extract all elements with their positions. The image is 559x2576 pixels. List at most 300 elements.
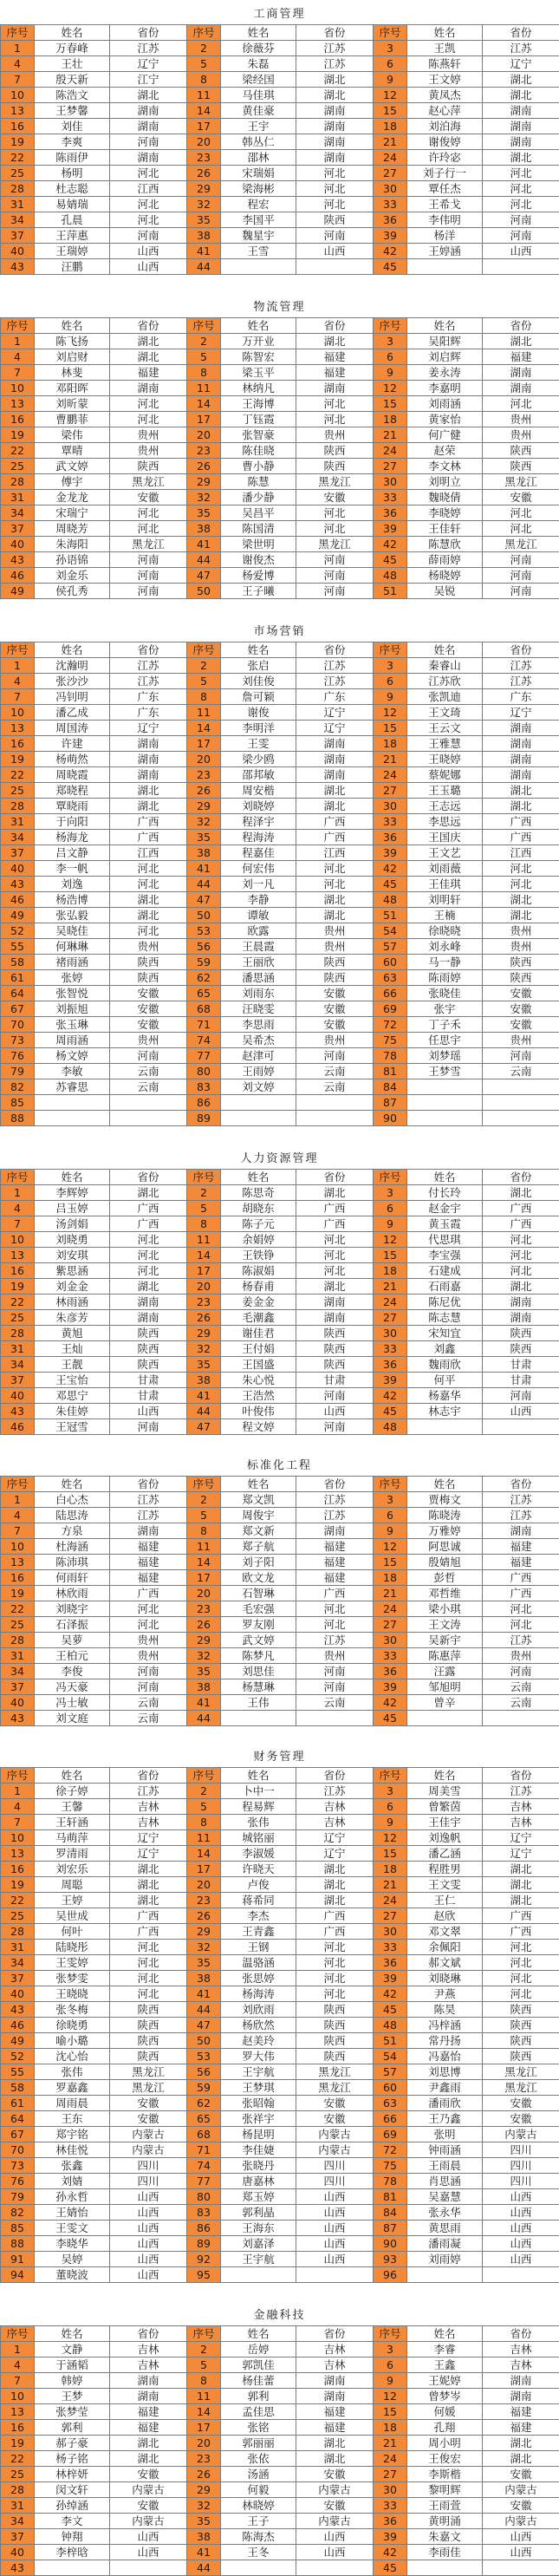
province-cell[interactable]: 陕西 xyxy=(296,443,374,459)
name-cell[interactable]: 秦睿山 xyxy=(407,658,483,674)
seq-cell[interactable]: 41 xyxy=(187,861,221,877)
province-cell[interactable]: 河北 xyxy=(296,1940,374,1955)
name-cell[interactable]: 张宇 xyxy=(407,1001,483,1017)
seq-cell[interactable]: 56 xyxy=(187,939,221,955)
province-cell[interactable]: 福建 xyxy=(110,1555,187,1570)
name-cell[interactable]: 王海东 xyxy=(221,2221,296,2236)
name-cell[interactable] xyxy=(407,1111,483,1126)
seq-cell[interactable]: 79 xyxy=(1,2189,35,2205)
seq-cell[interactable]: 32 xyxy=(187,1940,221,1955)
name-cell[interactable]: 程文婷 xyxy=(221,1419,296,1435)
name-cell[interactable]: 李晓华 xyxy=(35,2236,110,2252)
name-cell[interactable]: 魏雨欣 xyxy=(407,1357,483,1373)
province-cell[interactable]: 江苏 xyxy=(483,674,559,689)
seq-cell[interactable]: 24 xyxy=(374,1601,407,1617)
province-cell[interactable]: 贵州 xyxy=(110,939,187,955)
province-cell[interactable]: 广西 xyxy=(296,1908,374,1924)
province-cell[interactable]: 江苏 xyxy=(296,1784,374,1799)
seq-cell[interactable]: 35 xyxy=(187,1955,221,1971)
seq-cell[interactable]: 23 xyxy=(187,443,221,459)
seq-cell[interactable]: 66 xyxy=(374,986,407,1001)
name-cell[interactable]: 郭利晶 xyxy=(221,2205,296,2221)
province-cell[interactable]: 黑龙江 xyxy=(296,2064,374,2080)
name-cell[interactable] xyxy=(407,1095,483,1111)
name-cell[interactable]: 王文琦 xyxy=(407,705,483,721)
seq-cell[interactable]: 14 xyxy=(187,2404,221,2420)
name-cell[interactable]: 黄思雨 xyxy=(407,2221,483,2236)
seq-cell[interactable]: 8 xyxy=(187,689,221,705)
seq-cell[interactable]: 82 xyxy=(1,2205,35,2221)
province-cell[interactable]: 陕西 xyxy=(296,459,374,474)
seq-cell[interactable]: 52 xyxy=(1,2049,35,2064)
seq-cell[interactable]: 10 xyxy=(1,2389,35,2404)
seq-cell[interactable]: 28 xyxy=(1,799,35,814)
name-cell[interactable]: 王灿 xyxy=(35,1341,110,1357)
province-cell[interactable]: 云南 xyxy=(483,1064,559,1079)
name-cell[interactable]: 罗友刚 xyxy=(221,1617,296,1633)
province-cell[interactable]: 贵州 xyxy=(110,443,187,459)
name-cell[interactable]: 石智琳 xyxy=(221,1586,296,1601)
name-cell[interactable]: 刘文婷 xyxy=(221,1079,296,1095)
seq-cell[interactable]: 31 xyxy=(1,1940,35,1955)
name-cell[interactable]: 李明洋 xyxy=(221,721,296,736)
name-cell[interactable]: 陈昊 xyxy=(407,2002,483,2018)
seq-cell[interactable]: 8 xyxy=(187,1815,221,1830)
province-cell[interactable]: 内蒙古 xyxy=(110,2142,187,2158)
name-cell[interactable] xyxy=(35,1095,110,1111)
name-cell[interactable]: 卜中一 xyxy=(221,1784,296,1799)
name-cell[interactable]: 刘佳 xyxy=(35,119,110,134)
name-cell[interactable]: 王梦馨 xyxy=(35,103,110,119)
seq-cell[interactable]: 38 xyxy=(187,1971,221,1986)
name-cell[interactable]: 孔翔 xyxy=(407,2420,483,2436)
seq-cell[interactable]: 87 xyxy=(374,2221,407,2236)
name-cell[interactable]: 王鑫 xyxy=(407,2358,483,2373)
name-cell[interactable]: 钟翔 xyxy=(35,2529,110,2545)
seq-cell[interactable]: 36 xyxy=(374,212,407,228)
province-cell[interactable]: 山西 xyxy=(110,2529,187,2545)
province-cell[interactable]: 湖北 xyxy=(110,1862,187,1877)
province-cell[interactable]: 湖南 xyxy=(110,1523,187,1539)
name-cell[interactable]: 邹旭明 xyxy=(407,1679,483,1695)
name-cell[interactable]: 王宝怡 xyxy=(35,1373,110,1388)
seq-cell[interactable]: 45 xyxy=(374,1404,407,1419)
seq-cell[interactable]: 9 xyxy=(374,365,407,381)
province-cell[interactable]: 福建 xyxy=(296,1555,374,1570)
seq-cell[interactable]: 13 xyxy=(1,1555,35,1570)
name-cell[interactable]: 程胜男 xyxy=(407,1862,483,1877)
seq-cell[interactable]: 10 xyxy=(1,1539,35,1555)
seq-cell[interactable]: 32 xyxy=(187,814,221,830)
seq-cell[interactable]: 13 xyxy=(1,721,35,736)
name-cell[interactable]: 林晓婷 xyxy=(221,2498,296,2514)
province-cell[interactable]: 河北 xyxy=(110,1971,187,1986)
seq-cell[interactable]: 58 xyxy=(1,2080,35,2096)
name-cell[interactable]: 王乃鑫 xyxy=(407,2111,483,2127)
province-cell[interactable]: 江宁 xyxy=(110,72,187,88)
name-cell[interactable]: 刘文庭 xyxy=(35,1711,110,1726)
seq-cell[interactable]: 33 xyxy=(374,1940,407,1955)
name-cell[interactable]: 赵欣 xyxy=(407,1908,483,1924)
seq-cell[interactable]: 80 xyxy=(187,2189,221,2205)
name-cell[interactable]: 刘晓婷 xyxy=(221,799,296,814)
seq-cell[interactable]: 22 xyxy=(1,443,35,459)
seq-cell[interactable]: 31 xyxy=(1,1648,35,1664)
name-cell[interactable]: 石建成 xyxy=(407,1263,483,1279)
province-cell[interactable]: 河北 xyxy=(296,197,374,212)
name-cell[interactable]: 林志宇 xyxy=(407,1404,483,1419)
province-cell[interactable]: 河南 xyxy=(110,1419,187,1435)
name-cell[interactable]: 刘佳俊 xyxy=(221,674,296,689)
seq-cell[interactable]: 83 xyxy=(187,1079,221,1095)
name-cell[interactable]: 王俊宏 xyxy=(407,2451,483,2467)
name-cell[interactable] xyxy=(221,1111,296,1126)
province-cell[interactable]: 河南 xyxy=(296,584,374,599)
province-cell[interactable]: 江西 xyxy=(296,845,374,861)
seq-cell[interactable]: 5 xyxy=(187,1508,221,1523)
province-cell[interactable]: 贵州 xyxy=(483,1648,559,1664)
seq-cell[interactable]: 52 xyxy=(1,923,35,939)
province-cell[interactable]: 辽宁 xyxy=(483,56,559,72)
seq-cell[interactable]: 4 xyxy=(1,2358,35,2373)
seq-cell[interactable]: 42 xyxy=(374,1695,407,1711)
province-cell[interactable]: 内蒙古 xyxy=(110,2482,187,2498)
province-cell[interactable]: 广西 xyxy=(483,1216,559,1232)
name-cell[interactable]: 宋瑞宁 xyxy=(35,505,110,521)
province-cell[interactable]: 陕西 xyxy=(296,1357,374,1373)
name-cell[interactable]: 吴昌平 xyxy=(221,505,296,521)
seq-cell[interactable]: 34 xyxy=(1,212,35,228)
seq-cell[interactable]: 16 xyxy=(1,412,35,427)
seq-cell[interactable]: 92 xyxy=(187,2252,221,2267)
province-cell[interactable]: 广西 xyxy=(110,830,187,845)
seq-cell[interactable]: 15 xyxy=(374,103,407,119)
province-cell[interactable]: 安徽 xyxy=(110,2096,187,2111)
province-cell[interactable]: 河北 xyxy=(110,1617,187,1633)
province-cell[interactable] xyxy=(296,259,374,275)
name-cell[interactable]: 周国涛 xyxy=(35,721,110,736)
name-cell[interactable]: 李晓婷 xyxy=(407,505,483,521)
province-cell[interactable]: 湖北 xyxy=(110,1279,187,1295)
seq-cell[interactable]: 39 xyxy=(374,1971,407,1986)
province-cell[interactable]: 江苏 xyxy=(110,658,187,674)
name-cell[interactable]: 王雅慧 xyxy=(407,736,483,752)
province-cell[interactable]: 福建 xyxy=(110,1539,187,1555)
seq-cell[interactable]: 2 xyxy=(187,1784,221,1799)
province-cell[interactable]: 湖北 xyxy=(483,2451,559,2467)
name-cell[interactable]: 钟雨涵 xyxy=(407,2142,483,2158)
name-cell[interactable]: 张冬梅 xyxy=(35,2002,110,2018)
seq-cell[interactable]: 23 xyxy=(187,1601,221,1617)
province-cell[interactable]: 河北 xyxy=(483,1940,559,1955)
province-cell[interactable]: 江苏 xyxy=(483,658,559,674)
province-cell[interactable]: 福建 xyxy=(296,2420,374,2436)
province-cell[interactable]: 黑龙江 xyxy=(483,2064,559,2080)
seq-cell[interactable]: 15 xyxy=(374,396,407,412)
seq-cell[interactable]: 39 xyxy=(374,2529,407,2545)
seq-cell[interactable]: 20 xyxy=(187,752,221,767)
province-cell[interactable]: 河北 xyxy=(296,1248,374,1263)
name-cell[interactable]: 冯士敏 xyxy=(35,1695,110,1711)
province-cell[interactable]: 河北 xyxy=(296,877,374,892)
name-cell[interactable]: 赵金宇 xyxy=(407,1201,483,1216)
seq-cell[interactable]: 90 xyxy=(374,2236,407,2252)
seq-cell[interactable]: 10 xyxy=(1,381,35,396)
name-cell[interactable]: 刘雨婷 xyxy=(407,2252,483,2267)
seq-cell[interactable]: 29 xyxy=(187,1633,221,1648)
seq-cell[interactable]: 43 xyxy=(1,1711,35,1726)
province-cell[interactable]: 安徽 xyxy=(483,2096,559,2111)
province-cell[interactable]: 湖北 xyxy=(483,1862,559,1877)
name-cell[interactable]: 殷天新 xyxy=(35,72,110,88)
seq-cell[interactable]: 65 xyxy=(187,2111,221,2127)
province-cell[interactable]: 四川 xyxy=(110,2174,187,2189)
province-cell[interactable]: 湖南 xyxy=(110,119,187,134)
name-cell[interactable]: 王雯文 xyxy=(35,2221,110,2236)
province-cell[interactable]: 广西 xyxy=(110,814,187,830)
name-cell[interactable]: 张铭 xyxy=(221,2420,296,2436)
province-cell[interactable]: 山西 xyxy=(110,2545,187,2560)
seq-cell[interactable]: 14 xyxy=(187,721,221,736)
seq-cell[interactable]: 9 xyxy=(374,2373,407,2389)
seq-cell[interactable]: 43 xyxy=(1,259,35,275)
name-cell[interactable]: 杨子铭 xyxy=(35,2451,110,2467)
name-cell[interactable]: 沈瀚明 xyxy=(35,658,110,674)
seq-cell[interactable]: 55 xyxy=(1,2064,35,2080)
province-cell[interactable]: 广西 xyxy=(483,1924,559,1940)
province-cell[interactable]: 河北 xyxy=(110,1601,187,1617)
seq-cell[interactable]: 20 xyxy=(187,2436,221,2451)
name-cell[interactable]: 吴萝 xyxy=(35,1633,110,1648)
province-cell[interactable]: 吉林 xyxy=(110,1815,187,1830)
province-cell[interactable]: 江苏 xyxy=(110,41,187,56)
province-cell[interactable]: 河北 xyxy=(296,1617,374,1633)
province-cell[interactable]: 湖南 xyxy=(296,767,374,783)
province-cell[interactable]: 河北 xyxy=(296,1971,374,1986)
seq-cell[interactable]: 10 xyxy=(1,88,35,103)
name-cell[interactable]: 张明 xyxy=(407,2127,483,2142)
province-cell[interactable]: 内蒙古 xyxy=(110,2514,187,2529)
province-cell[interactable]: 湖南 xyxy=(110,2373,187,2389)
province-cell[interactable]: 安徽 xyxy=(110,2467,187,2482)
seq-cell[interactable]: 9 xyxy=(374,1216,407,1232)
name-cell[interactable]: 李宝强 xyxy=(407,1248,483,1263)
seq-cell[interactable]: 10 xyxy=(1,705,35,721)
province-cell[interactable]: 吉林 xyxy=(296,2358,374,2373)
province-cell[interactable]: 湖北 xyxy=(483,1893,559,1908)
province-cell[interactable]: 河北 xyxy=(483,166,559,181)
seq-cell[interactable]: 25 xyxy=(1,2467,35,2482)
seq-cell[interactable]: 46 xyxy=(1,1419,35,1435)
seq-cell[interactable]: 33 xyxy=(374,197,407,212)
seq-cell[interactable]: 26 xyxy=(187,1908,221,1924)
province-cell[interactable]: 湖南 xyxy=(296,2389,374,2404)
seq-cell[interactable]: 28 xyxy=(1,2482,35,2498)
province-cell[interactable]: 辽宁 xyxy=(296,1830,374,1846)
province-cell[interactable]: 福建 xyxy=(296,1570,374,1586)
province-cell[interactable]: 湖南 xyxy=(483,736,559,752)
province-cell[interactable]: 湖南 xyxy=(296,119,374,134)
seq-cell[interactable]: 1 xyxy=(1,2342,35,2358)
province-cell[interactable]: 辽宁 xyxy=(110,1846,187,1862)
seq-cell[interactable]: 24 xyxy=(374,1295,407,1310)
seq-cell[interactable]: 2 xyxy=(187,1185,221,1201)
province-cell[interactable]: 广西 xyxy=(110,1216,187,1232)
seq-cell[interactable]: 27 xyxy=(374,166,407,181)
name-cell[interactable]: 石泽振 xyxy=(35,1617,110,1633)
province-cell[interactable]: 河南 xyxy=(483,228,559,244)
province-cell[interactable]: 湖南 xyxy=(296,1523,374,1539)
name-cell[interactable]: 李俊 xyxy=(35,1664,110,1679)
name-cell[interactable]: 王楠 xyxy=(407,908,483,923)
seq-cell[interactable]: 18 xyxy=(374,2420,407,2436)
seq-cell[interactable]: 38 xyxy=(187,1679,221,1695)
province-cell[interactable]: 吉林 xyxy=(483,2342,559,2358)
province-cell[interactable]: 广西 xyxy=(483,1908,559,1924)
seq-cell[interactable]: 8 xyxy=(187,1216,221,1232)
seq-cell[interactable]: 47 xyxy=(187,568,221,584)
province-cell[interactable]: 吉林 xyxy=(296,1799,374,1815)
seq-cell[interactable]: 45 xyxy=(374,1711,407,1726)
name-cell[interactable]: 林佳悦 xyxy=(35,2142,110,2158)
seq-cell[interactable]: 18 xyxy=(374,1570,407,1586)
province-cell[interactable]: 河北 xyxy=(296,1955,374,1971)
province-cell[interactable]: 陕西 xyxy=(110,2018,187,2033)
seq-cell[interactable]: 30 xyxy=(374,799,407,814)
name-cell[interactable]: 杨佳蕾 xyxy=(221,2373,296,2389)
province-cell[interactable]: 湖北 xyxy=(483,1185,559,1201)
seq-cell[interactable]: 44 xyxy=(187,1404,221,1419)
province-cell[interactable]: 贵州 xyxy=(483,1033,559,1048)
seq-cell[interactable]: 18 xyxy=(374,412,407,427)
seq-cell[interactable]: 46 xyxy=(1,892,35,908)
province-cell[interactable]: 湖南 xyxy=(110,767,187,783)
seq-cell[interactable]: 28 xyxy=(1,1633,35,1648)
province-cell[interactable]: 黑龙江 xyxy=(296,474,374,490)
name-cell[interactable]: 刘思博 xyxy=(407,2064,483,2080)
seq-cell[interactable]: 77 xyxy=(187,1048,221,1064)
seq-cell[interactable]: 91 xyxy=(1,2252,35,2267)
province-cell[interactable]: 河北 xyxy=(483,1617,559,1633)
seq-cell[interactable]: 17 xyxy=(187,1570,221,1586)
province-cell[interactable]: 河北 xyxy=(483,521,559,537)
seq-cell[interactable]: 57 xyxy=(374,2064,407,2080)
name-cell[interactable]: 郑文凯 xyxy=(221,1492,296,1508)
province-cell[interactable]: 河北 xyxy=(110,877,187,892)
province-cell[interactable]: 湖南 xyxy=(296,1295,374,1310)
name-cell[interactable]: 朱磊 xyxy=(221,56,296,72)
province-cell[interactable]: 河南 xyxy=(110,584,187,599)
seq-cell[interactable]: 19 xyxy=(1,752,35,767)
seq-cell[interactable]: 7 xyxy=(1,72,35,88)
name-cell[interactable]: 杨海龙 xyxy=(35,830,110,845)
name-cell[interactable]: 陈尼优 xyxy=(407,1295,483,1310)
province-cell[interactable]: 山西 xyxy=(296,2252,374,2267)
seq-cell[interactable]: 42 xyxy=(374,537,407,552)
name-cell[interactable]: 王雯 xyxy=(221,736,296,752)
name-cell[interactable]: 孔晨 xyxy=(35,212,110,228)
seq-cell[interactable]: 21 xyxy=(374,2436,407,2451)
name-cell[interactable]: 黄旭 xyxy=(35,1326,110,1341)
province-cell[interactable]: 吉林 xyxy=(110,1799,187,1815)
name-cell[interactable]: 孙绰涵 xyxy=(35,2498,110,2514)
province-cell[interactable]: 湖北 xyxy=(296,1185,374,1201)
province-cell[interactable]: 广西 xyxy=(483,1201,559,1216)
name-cell[interactable]: 陈梦凡 xyxy=(221,1648,296,1664)
seq-cell[interactable]: 30 xyxy=(374,1924,407,1940)
seq-cell[interactable]: 4 xyxy=(1,1508,35,1523)
seq-cell[interactable]: 36 xyxy=(374,1955,407,1971)
province-cell[interactable]: 湖南 xyxy=(483,2373,559,2389)
name-cell[interactable]: 王志远 xyxy=(407,799,483,814)
seq-cell[interactable]: 21 xyxy=(374,134,407,150)
province-cell[interactable]: 广西 xyxy=(110,1908,187,1924)
province-cell[interactable]: 山西 xyxy=(483,1404,559,1419)
seq-cell[interactable]: 77 xyxy=(187,2174,221,2189)
seq-cell[interactable]: 6 xyxy=(374,1508,407,1523)
seq-cell[interactable]: 4 xyxy=(1,56,35,72)
seq-cell[interactable]: 17 xyxy=(187,119,221,134)
seq-cell[interactable]: 39 xyxy=(374,1373,407,1388)
name-cell[interactable]: 谢俊婷 xyxy=(407,134,483,150)
seq-cell[interactable]: 18 xyxy=(374,119,407,134)
name-cell[interactable]: 武文婷 xyxy=(221,1633,296,1648)
province-cell[interactable]: 湖北 xyxy=(483,783,559,799)
name-cell[interactable]: 王佳琪 xyxy=(407,877,483,892)
seq-cell[interactable]: 38 xyxy=(187,521,221,537)
seq-cell[interactable]: 29 xyxy=(187,181,221,197)
seq-cell[interactable]: 35 xyxy=(187,1664,221,1679)
seq-cell[interactable]: 40 xyxy=(1,1986,35,2002)
province-cell[interactable]: 河北 xyxy=(110,1248,187,1263)
province-cell[interactable]: 湖南 xyxy=(296,2373,374,2389)
name-cell[interactable]: 陈飞扬 xyxy=(35,334,110,349)
name-cell[interactable]: 吴希杰 xyxy=(221,1033,296,1048)
seq-cell[interactable]: 17 xyxy=(187,2420,221,2436)
name-cell[interactable]: 吴锐 xyxy=(407,584,483,599)
name-cell[interactable]: 欧文龙 xyxy=(221,1570,296,1586)
seq-cell[interactable]: 24 xyxy=(374,150,407,166)
province-cell[interactable]: 山西 xyxy=(110,244,187,259)
name-cell[interactable]: 王靓 xyxy=(35,1357,110,1373)
name-cell[interactable]: 郑宇铭 xyxy=(35,2127,110,2142)
province-cell[interactable]: 江苏 xyxy=(110,1784,187,1799)
seq-cell[interactable]: 18 xyxy=(374,1862,407,1877)
name-cell[interactable]: 朱海阳 xyxy=(35,537,110,552)
province-cell[interactable]: 陕西 xyxy=(296,970,374,986)
province-cell[interactable]: 河北 xyxy=(110,396,187,412)
province-cell[interactable]: 云南 xyxy=(296,1695,374,1711)
seq-cell[interactable]: 44 xyxy=(187,259,221,275)
name-cell[interactable]: 郑文新 xyxy=(221,1523,296,1539)
province-cell[interactable]: 湖南 xyxy=(110,736,187,752)
name-cell[interactable]: 王宇 xyxy=(221,119,296,134)
name-cell[interactable]: 徐晓勇 xyxy=(35,2018,110,2033)
name-cell[interactable]: 梁海彬 xyxy=(221,181,296,197)
province-cell[interactable]: 福建 xyxy=(296,349,374,365)
name-cell[interactable]: 潘思涵 xyxy=(221,970,296,986)
name-cell[interactable]: 胡晓东 xyxy=(221,1201,296,1216)
province-cell[interactable]: 湖南 xyxy=(296,134,374,150)
name-cell[interactable]: 喻小璐 xyxy=(35,2033,110,2049)
name-cell[interactable]: 吴新宇 xyxy=(407,1633,483,1648)
province-cell[interactable]: 河北 xyxy=(110,521,187,537)
name-cell[interactable]: 周聪 xyxy=(35,1877,110,1893)
name-cell[interactable]: 黄玉霞 xyxy=(407,1216,483,1232)
name-cell[interactable]: 何叶 xyxy=(35,1924,110,1940)
seq-cell[interactable]: 22 xyxy=(1,2451,35,2467)
seq-cell[interactable]: 72 xyxy=(374,2142,407,2158)
